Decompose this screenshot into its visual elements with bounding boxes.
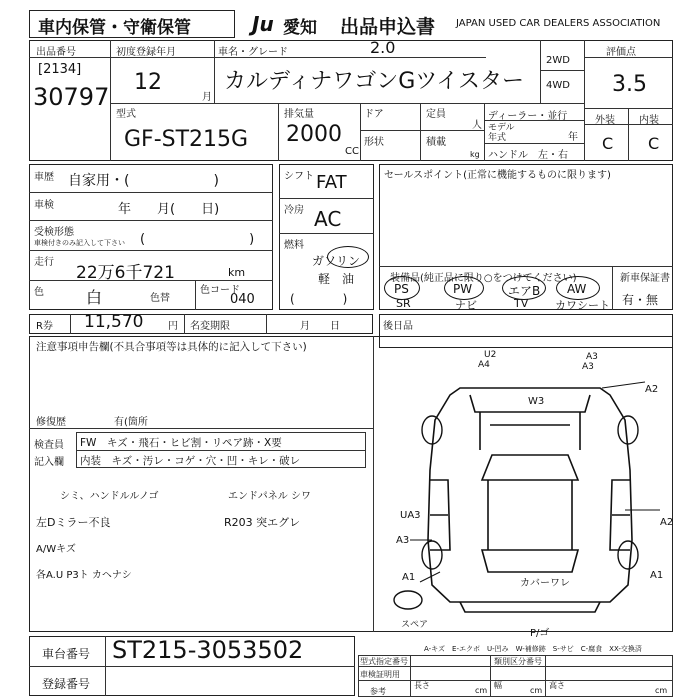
score-label: 評価点 bbox=[606, 47, 636, 58]
dealer-label: ディーラー・並行 bbox=[488, 111, 568, 122]
header-title-box bbox=[29, 10, 235, 38]
load-unit: kg bbox=[470, 150, 480, 159]
capacity-label: 定員 bbox=[426, 109, 446, 120]
fuel-paren: ( ) bbox=[290, 292, 348, 306]
mark-w3: W3 bbox=[528, 396, 545, 407]
cert-length-label: 車検証明用 bbox=[360, 670, 400, 679]
drive-4wd: 4WD bbox=[546, 80, 570, 91]
aircon-label: 冷房 bbox=[284, 205, 304, 216]
model-name-label: 車名・グレード bbox=[218, 47, 288, 58]
model-year-label: モデル年式 bbox=[488, 123, 515, 143]
first-reg-value: 12 bbox=[134, 70, 162, 95]
pw-circle bbox=[444, 276, 484, 300]
mark-a3-left: A3 bbox=[396, 535, 410, 546]
fuel-label: 燃料 bbox=[284, 240, 304, 251]
inspector-label-1: 検査員 bbox=[34, 440, 64, 451]
damage-legend: A-キズ E-エクボ U-凹み W-補修跡 S-サビ C-腐食 XX-交換済 bbox=[424, 645, 642, 653]
registration-label: 登録番号 bbox=[42, 677, 91, 691]
category-label: 類別区分番号 bbox=[494, 657, 542, 666]
equip-tv: TV bbox=[514, 297, 529, 310]
recycle-label: R券 bbox=[36, 321, 53, 332]
mark-cover-crack: カバーワレ bbox=[520, 578, 570, 589]
chassis-value: ST215-3053502 bbox=[112, 636, 304, 664]
interior-grade: C bbox=[648, 134, 660, 153]
model-designation-label: 型式指定番号 bbox=[360, 657, 408, 666]
equip-aw: AW bbox=[567, 282, 587, 296]
sales-point-label: セールスポイント(正常に機能するものに限ります) bbox=[384, 170, 611, 181]
model-code-value: GF-ST215G bbox=[124, 127, 249, 152]
first-reg-label: 初度登録年月 bbox=[116, 47, 176, 58]
recycle-value: 11,570 bbox=[84, 312, 144, 332]
notes-label: 注意事項申告欄(不具合事項等は具体的に記入して下さい) bbox=[36, 341, 307, 353]
mark-ua3: UA3 bbox=[400, 510, 421, 521]
mark-a1-right: A1 bbox=[650, 570, 664, 581]
recycle-unit: 円 bbox=[168, 321, 178, 332]
model-name-value: カルディナワゴンGツイスター bbox=[224, 69, 524, 94]
color-code: 040 bbox=[230, 292, 255, 307]
warranty-value: 有・無 bbox=[622, 293, 659, 307]
fw-row: FW キズ・飛石・ヒビ割・リペア跡・X要 bbox=[80, 437, 282, 449]
width-cm: cm bbox=[530, 686, 543, 695]
drive-2wd: 2WD bbox=[546, 55, 570, 66]
equip-ps: PS bbox=[394, 282, 409, 296]
mark-a3-top-1: A3 bbox=[586, 352, 598, 362]
shift-label: シフト bbox=[284, 171, 314, 182]
exterior-grade: C bbox=[602, 134, 614, 153]
storage-title: 車内保管・守衛保管 bbox=[38, 18, 191, 38]
height-cm: cm bbox=[655, 686, 668, 695]
length-label: 長さ bbox=[414, 681, 430, 690]
engine-label: 排気量 bbox=[284, 109, 314, 120]
mark-rear-bumper: P/ゴ bbox=[530, 628, 550, 639]
engine-value: 2000 bbox=[286, 122, 342, 147]
handwritten-note-1: シミ、ハンドルルノゴ bbox=[60, 491, 159, 502]
later-install-label: 後日品 bbox=[383, 321, 413, 332]
handwritten-note-4: R203 突エグレ bbox=[224, 516, 301, 529]
handwritten-note-5: A/Wキズ bbox=[36, 544, 76, 555]
mark-a2-side: A2 bbox=[660, 517, 674, 528]
mark-a2-right: A2 bbox=[645, 384, 659, 395]
lot-number: 30797 bbox=[33, 83, 110, 111]
history-value: 自家用・( ) bbox=[68, 173, 219, 189]
receive-label: 受検形態 bbox=[34, 227, 74, 238]
equip-airbag: エアB bbox=[508, 284, 541, 298]
inspection-value: 年 月( 日) bbox=[118, 202, 220, 217]
model-code-label: 型式 bbox=[116, 109, 136, 120]
first-reg-unit: 月 bbox=[202, 92, 212, 103]
fuel-gasoline: ガソリン bbox=[312, 254, 361, 268]
mark-a3-top-2: A3 bbox=[582, 362, 594, 372]
shift-value: FAT bbox=[316, 172, 347, 193]
door-label: ドア bbox=[364, 109, 384, 120]
capacity-unit: 人 bbox=[472, 120, 482, 131]
warranty-label: 新車保証書 bbox=[620, 273, 670, 284]
aircon-value: AC bbox=[314, 207, 342, 231]
tax-due-label: 名変期限 bbox=[190, 321, 230, 332]
score-value: 3.5 bbox=[612, 72, 647, 97]
airbag-circle bbox=[502, 276, 546, 300]
ps-circle bbox=[384, 276, 420, 300]
handwritten-note-3: 左Dミラー不良 bbox=[36, 516, 111, 529]
inspection-label: 車検 bbox=[34, 200, 54, 211]
mileage-unit: km bbox=[228, 266, 246, 279]
shape-label: 形状 bbox=[364, 137, 384, 148]
tax-due-value: 月 日 bbox=[300, 321, 340, 332]
handwritten-note-6: 各A.U P3ト カヘナシ bbox=[36, 570, 132, 581]
color-change-label: 色替 bbox=[150, 293, 170, 304]
lot-sub-number: [2134] bbox=[38, 62, 82, 77]
interior-row: 内装 キズ・汚レ・コゲ・穴・凹・キレ・破レ bbox=[80, 455, 301, 467]
mileage-value: 22万6千721 bbox=[76, 263, 175, 283]
lot-label: 出品番号 bbox=[36, 47, 76, 58]
equip-leather: カワシート bbox=[555, 299, 610, 312]
exterior-label: 外装 bbox=[595, 115, 615, 126]
interior-label: 内装 bbox=[639, 115, 659, 126]
mark-u2: U2 bbox=[484, 350, 497, 360]
color-label: 色 bbox=[34, 287, 44, 298]
repair-label: 修復歴 bbox=[36, 417, 66, 428]
mark-a1-left: A1 bbox=[402, 572, 416, 583]
equip-sr: SR bbox=[396, 297, 411, 310]
repair-value: 有(箇所 bbox=[114, 417, 148, 428]
load-label: 積載 bbox=[426, 137, 446, 148]
gasoline-circle bbox=[327, 246, 369, 268]
year-unit: 年 bbox=[568, 132, 578, 143]
sheet-title: 出品申込書 bbox=[340, 16, 436, 38]
receive-note: 車検付きのみ記入して下さい bbox=[34, 239, 125, 247]
history-label: 車歴 bbox=[34, 172, 54, 183]
color-code-label: 色コード bbox=[200, 285, 240, 296]
equipment-label: 装備品(純正品に限り○をつけてください) bbox=[390, 273, 577, 284]
engine-unit: CC bbox=[345, 146, 359, 157]
chassis-label: 車台番号 bbox=[42, 647, 91, 661]
mark-spare: スペア bbox=[401, 620, 429, 630]
handwritten-note-2: エンドパネル シワ bbox=[228, 491, 311, 502]
width-label: 幅 bbox=[494, 681, 502, 690]
equip-pw: PW bbox=[453, 282, 473, 296]
association-english: JAPAN USED CAR DEALERS ASSOCIATION bbox=[456, 18, 661, 29]
ref-label: 参考 bbox=[370, 687, 386, 696]
handle-label: ハンドル 左・右 bbox=[488, 150, 568, 161]
org-name: 愛知 bbox=[283, 18, 317, 38]
length-cm: cm bbox=[475, 686, 488, 695]
mark-a4: A4 bbox=[478, 360, 490, 370]
mileage-label: 走行 bbox=[34, 257, 54, 268]
fuel-diesel: 軽 油 bbox=[318, 272, 355, 286]
aw-circle bbox=[556, 276, 600, 300]
inspector-label-2: 記入欄 bbox=[34, 457, 64, 468]
receive-value: ( ) bbox=[140, 232, 255, 247]
color-value: 白 bbox=[86, 288, 103, 307]
ju-logo: Ju bbox=[252, 12, 274, 36]
equip-navi: ナビ bbox=[455, 299, 477, 312]
model-note: 2.0 bbox=[370, 38, 396, 57]
height-label: 高さ bbox=[549, 681, 565, 690]
